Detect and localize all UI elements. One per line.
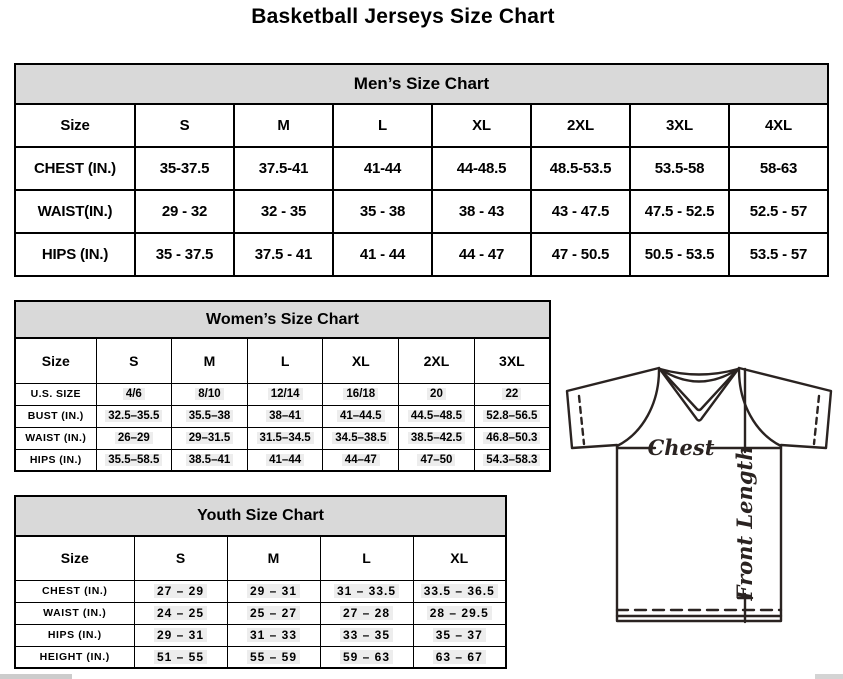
size-value: 55 – 59	[227, 646, 320, 668]
row-label: BUST (IN.)	[15, 405, 96, 427]
column-header: M	[227, 536, 320, 580]
row-label: HIPS (IN.)	[15, 449, 96, 471]
column-header: S	[135, 104, 234, 147]
womens-size-table	[14, 337, 551, 472]
size-value: 20	[399, 383, 475, 405]
column-header: Size	[15, 338, 96, 383]
horizontal-scrollbar-left[interactable]	[0, 674, 72, 679]
size-value: 8/10	[172, 383, 248, 405]
youth-size-table	[14, 535, 507, 669]
size-value: 47.5 - 52.5	[630, 190, 729, 233]
mens-size-chart	[14, 63, 829, 277]
size-value: 38.5–41	[172, 449, 248, 471]
column-header: 3XL	[474, 338, 550, 383]
column-header: S	[96, 338, 172, 383]
column-header: XL	[413, 536, 506, 580]
jersey-diagram	[555, 358, 843, 628]
size-value: 31 – 33.5	[320, 580, 413, 602]
size-value: 44–47	[323, 449, 399, 471]
cuff-stitch-left	[579, 396, 584, 444]
column-header: L	[333, 104, 432, 147]
womens-row-bust-in.	[15, 405, 550, 427]
size-value: 35.5–58.5	[96, 449, 172, 471]
size-value: 35 - 37.5	[135, 233, 234, 276]
horizontal-scrollbar-right[interactable]	[815, 674, 843, 679]
column-header: 3XL	[630, 104, 729, 147]
size-value: 29 – 31	[134, 624, 227, 646]
size-value: 37.5 - 41	[234, 233, 333, 276]
size-value: 50.5 - 53.5	[630, 233, 729, 276]
youth-size-chart	[14, 495, 507, 669]
mens-row-chest-in.	[15, 147, 828, 190]
size-value: 35-37.5	[135, 147, 234, 190]
size-value: 41 - 44	[333, 233, 432, 276]
size-value: 44.5–48.5	[399, 405, 475, 427]
size-value: 38 - 43	[432, 190, 531, 233]
row-label: CHEST (IN.)	[15, 580, 134, 602]
size-value: 27 – 29	[134, 580, 227, 602]
size-value: 32.5–35.5	[96, 405, 172, 427]
womens-row-u.s.-size	[15, 383, 550, 405]
youth-row-waist-in.	[15, 602, 506, 624]
row-label: HIPS (IN.)	[15, 624, 134, 646]
size-value: 37.5-41	[234, 147, 333, 190]
size-value: 41–44	[247, 449, 323, 471]
row-label: WAIST (IN.)	[15, 427, 96, 449]
size-value: 53.5-58	[630, 147, 729, 190]
size-value: 43 - 47.5	[531, 190, 630, 233]
size-value: 59 – 63	[320, 646, 413, 668]
size-value: 51 – 55	[134, 646, 227, 668]
size-value: 38–41	[247, 405, 323, 427]
cuff-stitch-right	[814, 396, 819, 444]
womens-size-chart	[14, 300, 551, 472]
youth-row-chest-in.	[15, 580, 506, 602]
womens-header-row	[15, 338, 550, 383]
size-value: 41-44	[333, 147, 432, 190]
size-value: 29 - 32	[135, 190, 234, 233]
size-value: 31.5–34.5	[247, 427, 323, 449]
youth-row-hips-in.	[15, 624, 506, 646]
size-value: 35 – 37	[413, 624, 506, 646]
size-value: 41–44.5	[323, 405, 399, 427]
column-header: L	[247, 338, 323, 383]
size-value: 27 – 28	[320, 602, 413, 624]
column-header: L	[320, 536, 413, 580]
youth-chart-title: Youth Size Chart	[14, 495, 507, 535]
mens-size-table	[14, 103, 829, 277]
size-value: 35.5–38	[172, 405, 248, 427]
size-value: 16/18	[323, 383, 399, 405]
column-header: XL	[432, 104, 531, 147]
size-value: 38.5–42.5	[399, 427, 475, 449]
size-value: 63 – 67	[413, 646, 506, 668]
size-value: 53.5 - 57	[729, 233, 828, 276]
column-header: S	[134, 536, 227, 580]
size-value: 33 – 35	[320, 624, 413, 646]
size-value: 52.5 - 57	[729, 190, 828, 233]
size-value: 33.5 – 36.5	[413, 580, 506, 602]
size-value: 12/14	[247, 383, 323, 405]
page-title: Basketball Jerseys Size Chart	[251, 5, 555, 28]
jersey-outline-path	[567, 368, 831, 621]
size-value: 44 - 47	[432, 233, 531, 276]
size-value: 24 – 25	[134, 602, 227, 624]
column-header: M	[234, 104, 333, 147]
front-length-label: Front Length	[732, 445, 757, 601]
womens-row-hips-in.	[15, 449, 550, 471]
mens-row-hips-in.	[15, 233, 828, 276]
size-value: 34.5–38.5	[323, 427, 399, 449]
size-value: 29–31.5	[172, 427, 248, 449]
size-value: 48.5-53.5	[531, 147, 630, 190]
womens-chart-title: Women’s Size Chart	[14, 300, 551, 337]
size-value: 47–50	[399, 449, 475, 471]
size-value: 35 - 38	[333, 190, 432, 233]
column-header: Size	[15, 104, 135, 147]
row-label: HEIGHT (IN.)	[15, 646, 134, 668]
collar-back-arc-shallow	[660, 369, 738, 375]
size-value: 26–29	[96, 427, 172, 449]
row-label: WAIST (IN.)	[15, 602, 134, 624]
column-header: 2XL	[531, 104, 630, 147]
row-label: U.S. SIZE	[15, 383, 96, 405]
size-value: 32 - 35	[234, 190, 333, 233]
row-label: CHEST (IN.)	[15, 147, 135, 190]
column-header: Size	[15, 536, 134, 580]
size-value: 22	[474, 383, 550, 405]
chest-label: Chest	[647, 435, 715, 460]
row-label: WAIST(IN.)	[15, 190, 135, 233]
womens-row-waist-in.	[15, 427, 550, 449]
column-header: XL	[323, 338, 399, 383]
size-value: 28 – 29.5	[413, 602, 506, 624]
column-header: M	[172, 338, 248, 383]
size-value: 44-48.5	[432, 147, 531, 190]
size-value: 52.8–56.5	[474, 405, 550, 427]
size-value: 4/6	[96, 383, 172, 405]
column-header: 2XL	[399, 338, 475, 383]
size-value: 29 – 31	[227, 580, 320, 602]
mens-row-waist-in.	[15, 190, 828, 233]
size-value: 31 – 33	[227, 624, 320, 646]
youth-header-row	[15, 536, 506, 580]
size-value: 54.3–58.3	[474, 449, 550, 471]
mens-header-row	[15, 104, 828, 147]
size-value: 25 – 27	[227, 602, 320, 624]
size-value: 58-63	[729, 147, 828, 190]
size-value: 47 - 50.5	[531, 233, 630, 276]
column-header: 4XL	[729, 104, 828, 147]
mens-chart-title: Men’s Size Chart	[14, 63, 829, 103]
row-label: HIPS (IN.)	[15, 233, 135, 276]
youth-row-height-in.	[15, 646, 506, 668]
size-value: 46.8–50.3	[474, 427, 550, 449]
